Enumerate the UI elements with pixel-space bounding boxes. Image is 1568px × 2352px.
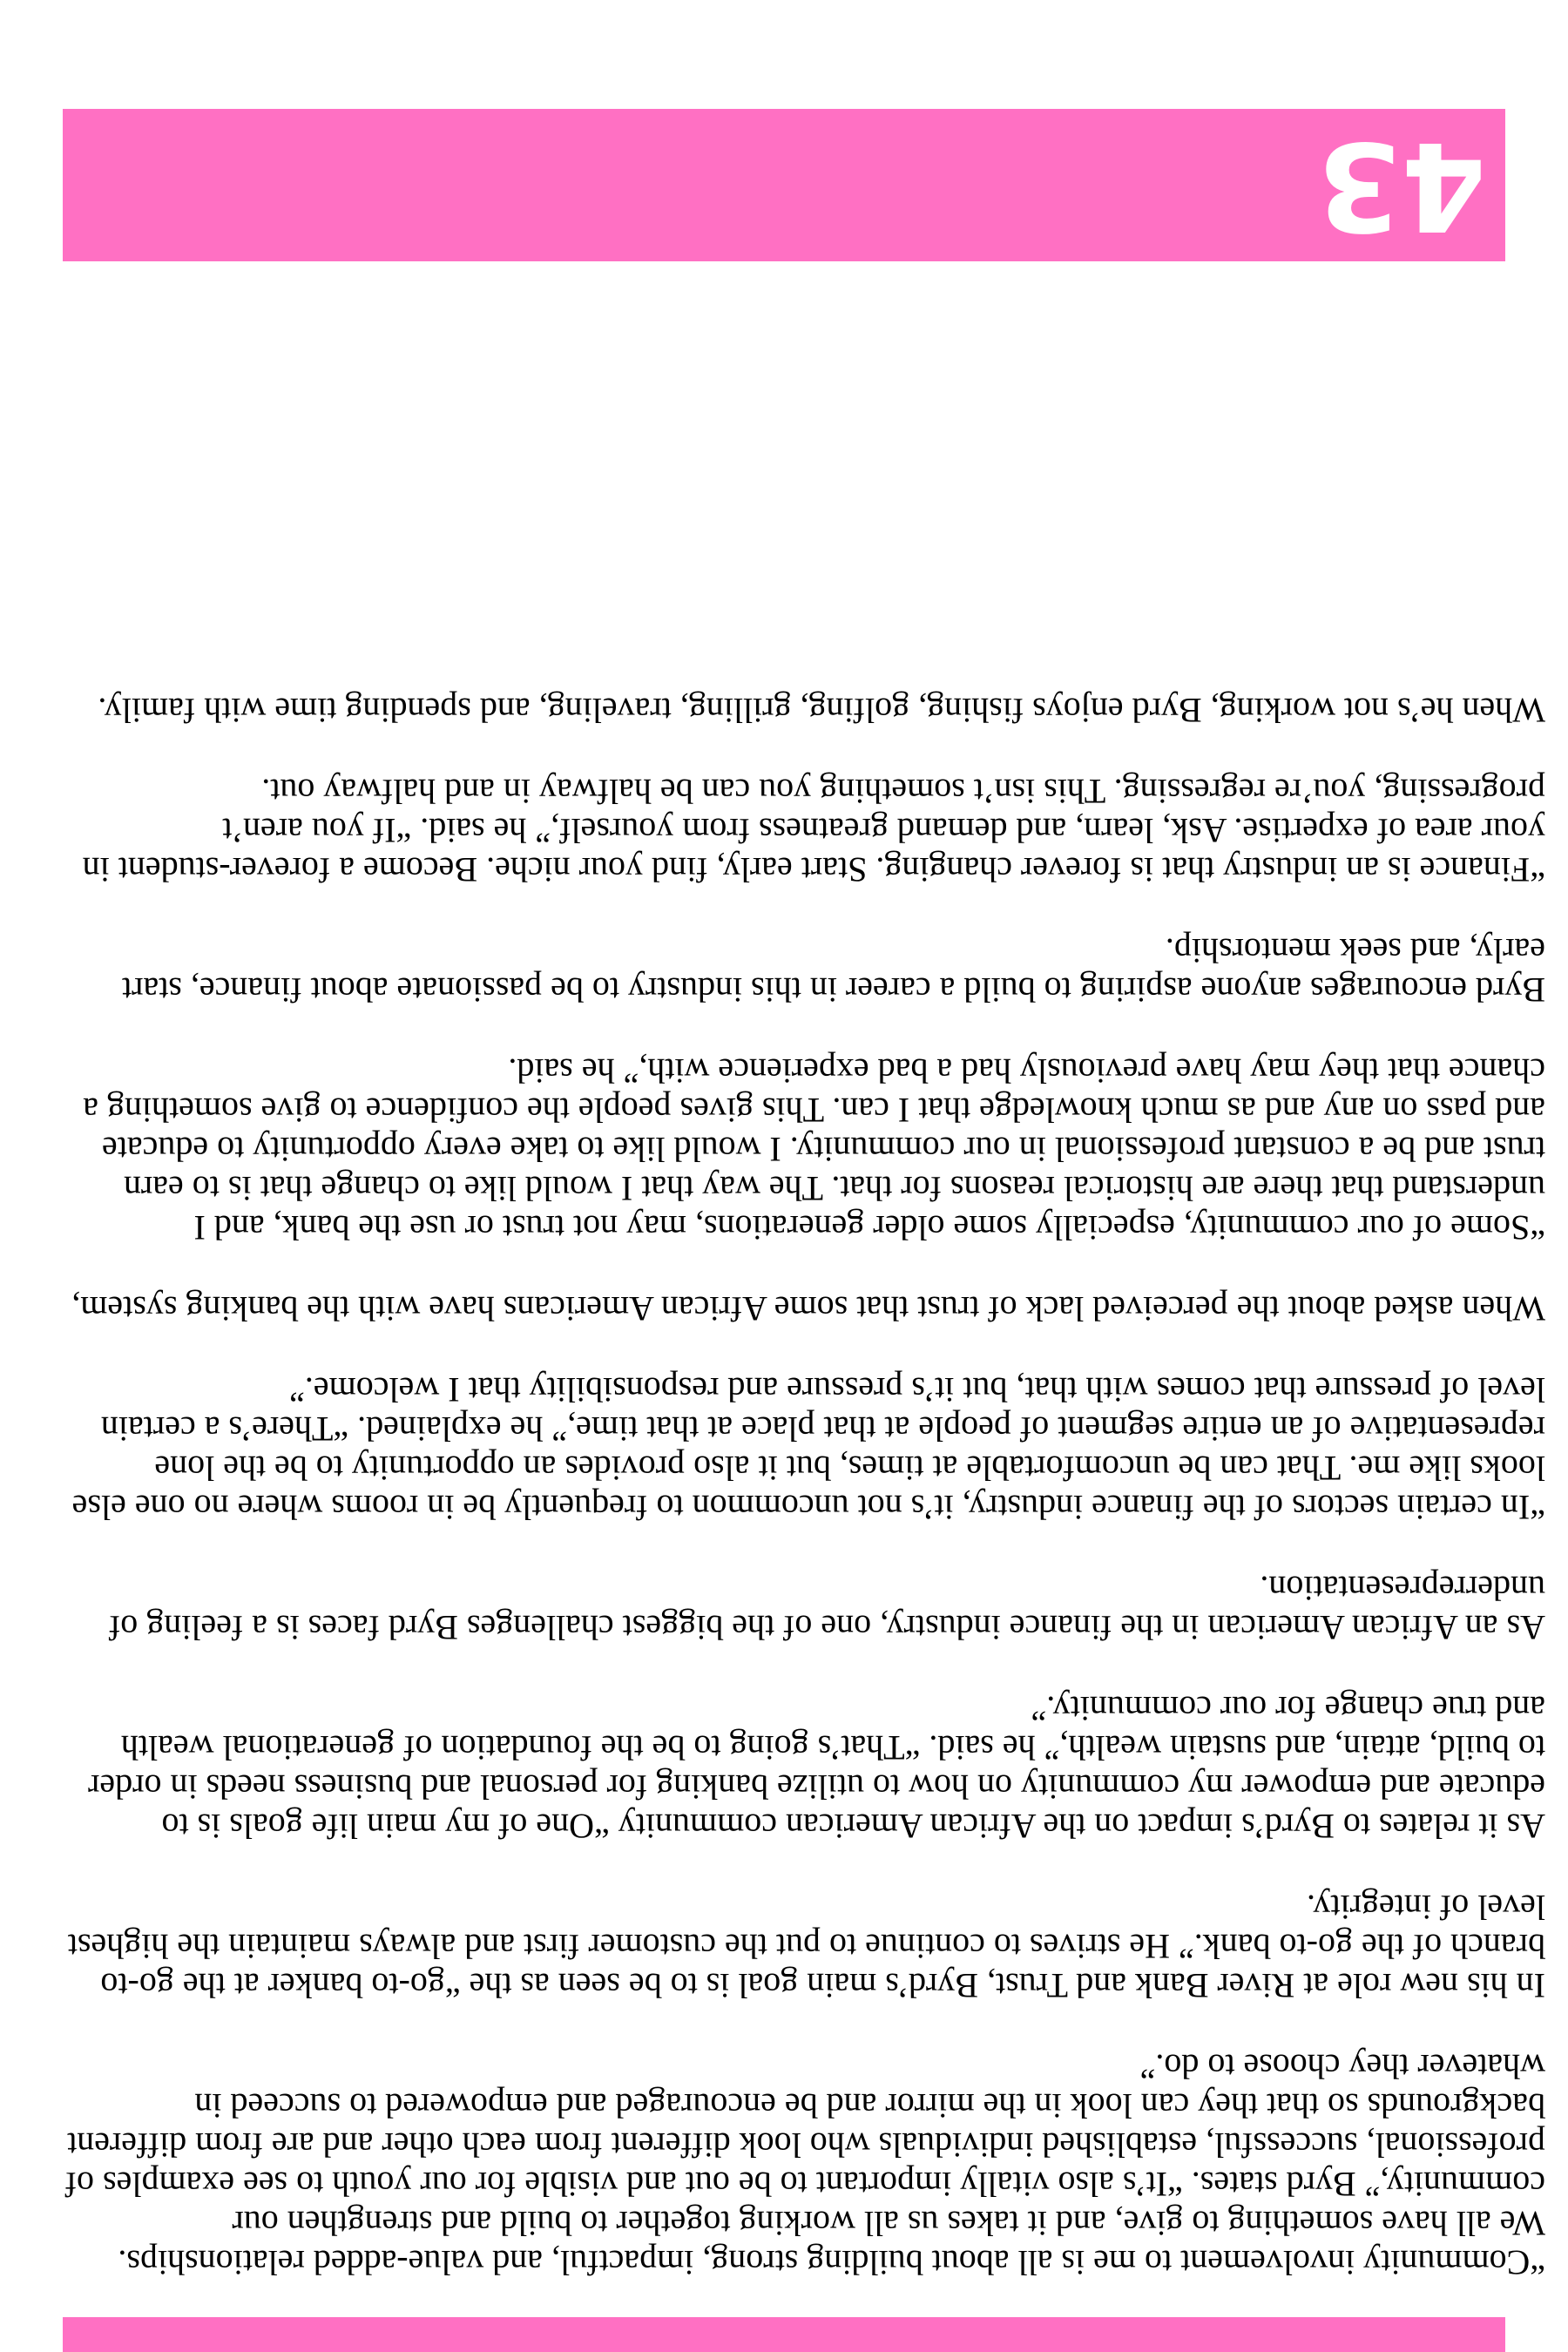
paragraph-community-involvement: “Community involvement to me is all about building strong, impactful, and value-added relationships. We all have something to give, and it takes us all working together to build and strengthen our community,” Byrd states. “It’s also vitally important to be out and visible for our youth to see examples of professional, successful, established individuals who look different from each other and are from different backgrounds so that they can look in the mirror and be encouraged and empowered to succeed in whatever they choose to do.” bbox=[64, 2047, 1545, 2282]
paragraph-hobbies: When he’s not working, Byrd enjoys fishing, golfing, grilling, traveling, and spending time with family. bbox=[98, 691, 1545, 730]
paragraph-trust-answer: “Some of our community, especially some older generations, may not trust or use the bank, and I understand that there are historical reasons for that. The way that I would like to change that is to earn trust and be a constant professional in our community. I would like to take every opportunity to educate and pass on any and as much knowledge that I can. This gives people the confidence to give something a chance that they may have previously had a bad experience with,” he said. bbox=[83, 1051, 1545, 1247]
page-number: 43 bbox=[1316, 114, 1486, 256]
paragraph-finance-rooms: “In certain sectors of the finance industry, it’s not uncommon to frequently be in rooms where no one else looks like me. That can be uncomfortable at times, but it also provides an opportunity to be the lone representative of an entire segment of people at that place at that time,” he explained. “There’s a certain level of pressure that comes with that, but it’s pressure and responsibility that I welcome.” bbox=[71, 1370, 1545, 1527]
paragraph-trust-question: When asked about the perceived lack of trust that some African Americans have with the banking system, bbox=[71, 1289, 1545, 1328]
paragraph-new-role: In his new role at River Bank and Trust, Byrd’s main goal is to be seen as the “go-to banker at the go-to branch of the go-to bank.” He strives to continue to put the customer first and always maintain the highest level of integrity. bbox=[67, 1888, 1545, 2005]
bottom-accent-bar bbox=[63, 109, 1505, 261]
top-accent-bar bbox=[63, 2317, 1505, 2352]
paragraph-underrepresentation: As an African American in the finance industry, one of the biggest challenges Byrd faces is a feeling of underrepresentation. bbox=[108, 1569, 1545, 1647]
article-body bbox=[64, 691, 1545, 2282]
paragraph-community-impact: As it relates to Byrd’s impact on the African American community “One of my main life goals is to educate and empower my community on how to utilize banking for personal and business needs in order to build, attain, and sustain wealth,” he said. “That’s going to be the foundation of generational wealth and true change for our community.” bbox=[88, 1689, 1545, 1846]
paragraph-career-advice: Byrd encourages anyone aspiring to build a career in this industry to be passionate about finance, start early, and seek mentorship. bbox=[122, 931, 1545, 1010]
paragraph-finance-quote: “Finance is an industry that is forever changing. Start early, find your niche. Become a forever-student in your area of expertise. Ask, learn, and demand greatness from yourself,” he said. “If you aren’t progressing, you’re regressing. This isn’t something you can be halfway in and halfway out. bbox=[82, 772, 1545, 889]
